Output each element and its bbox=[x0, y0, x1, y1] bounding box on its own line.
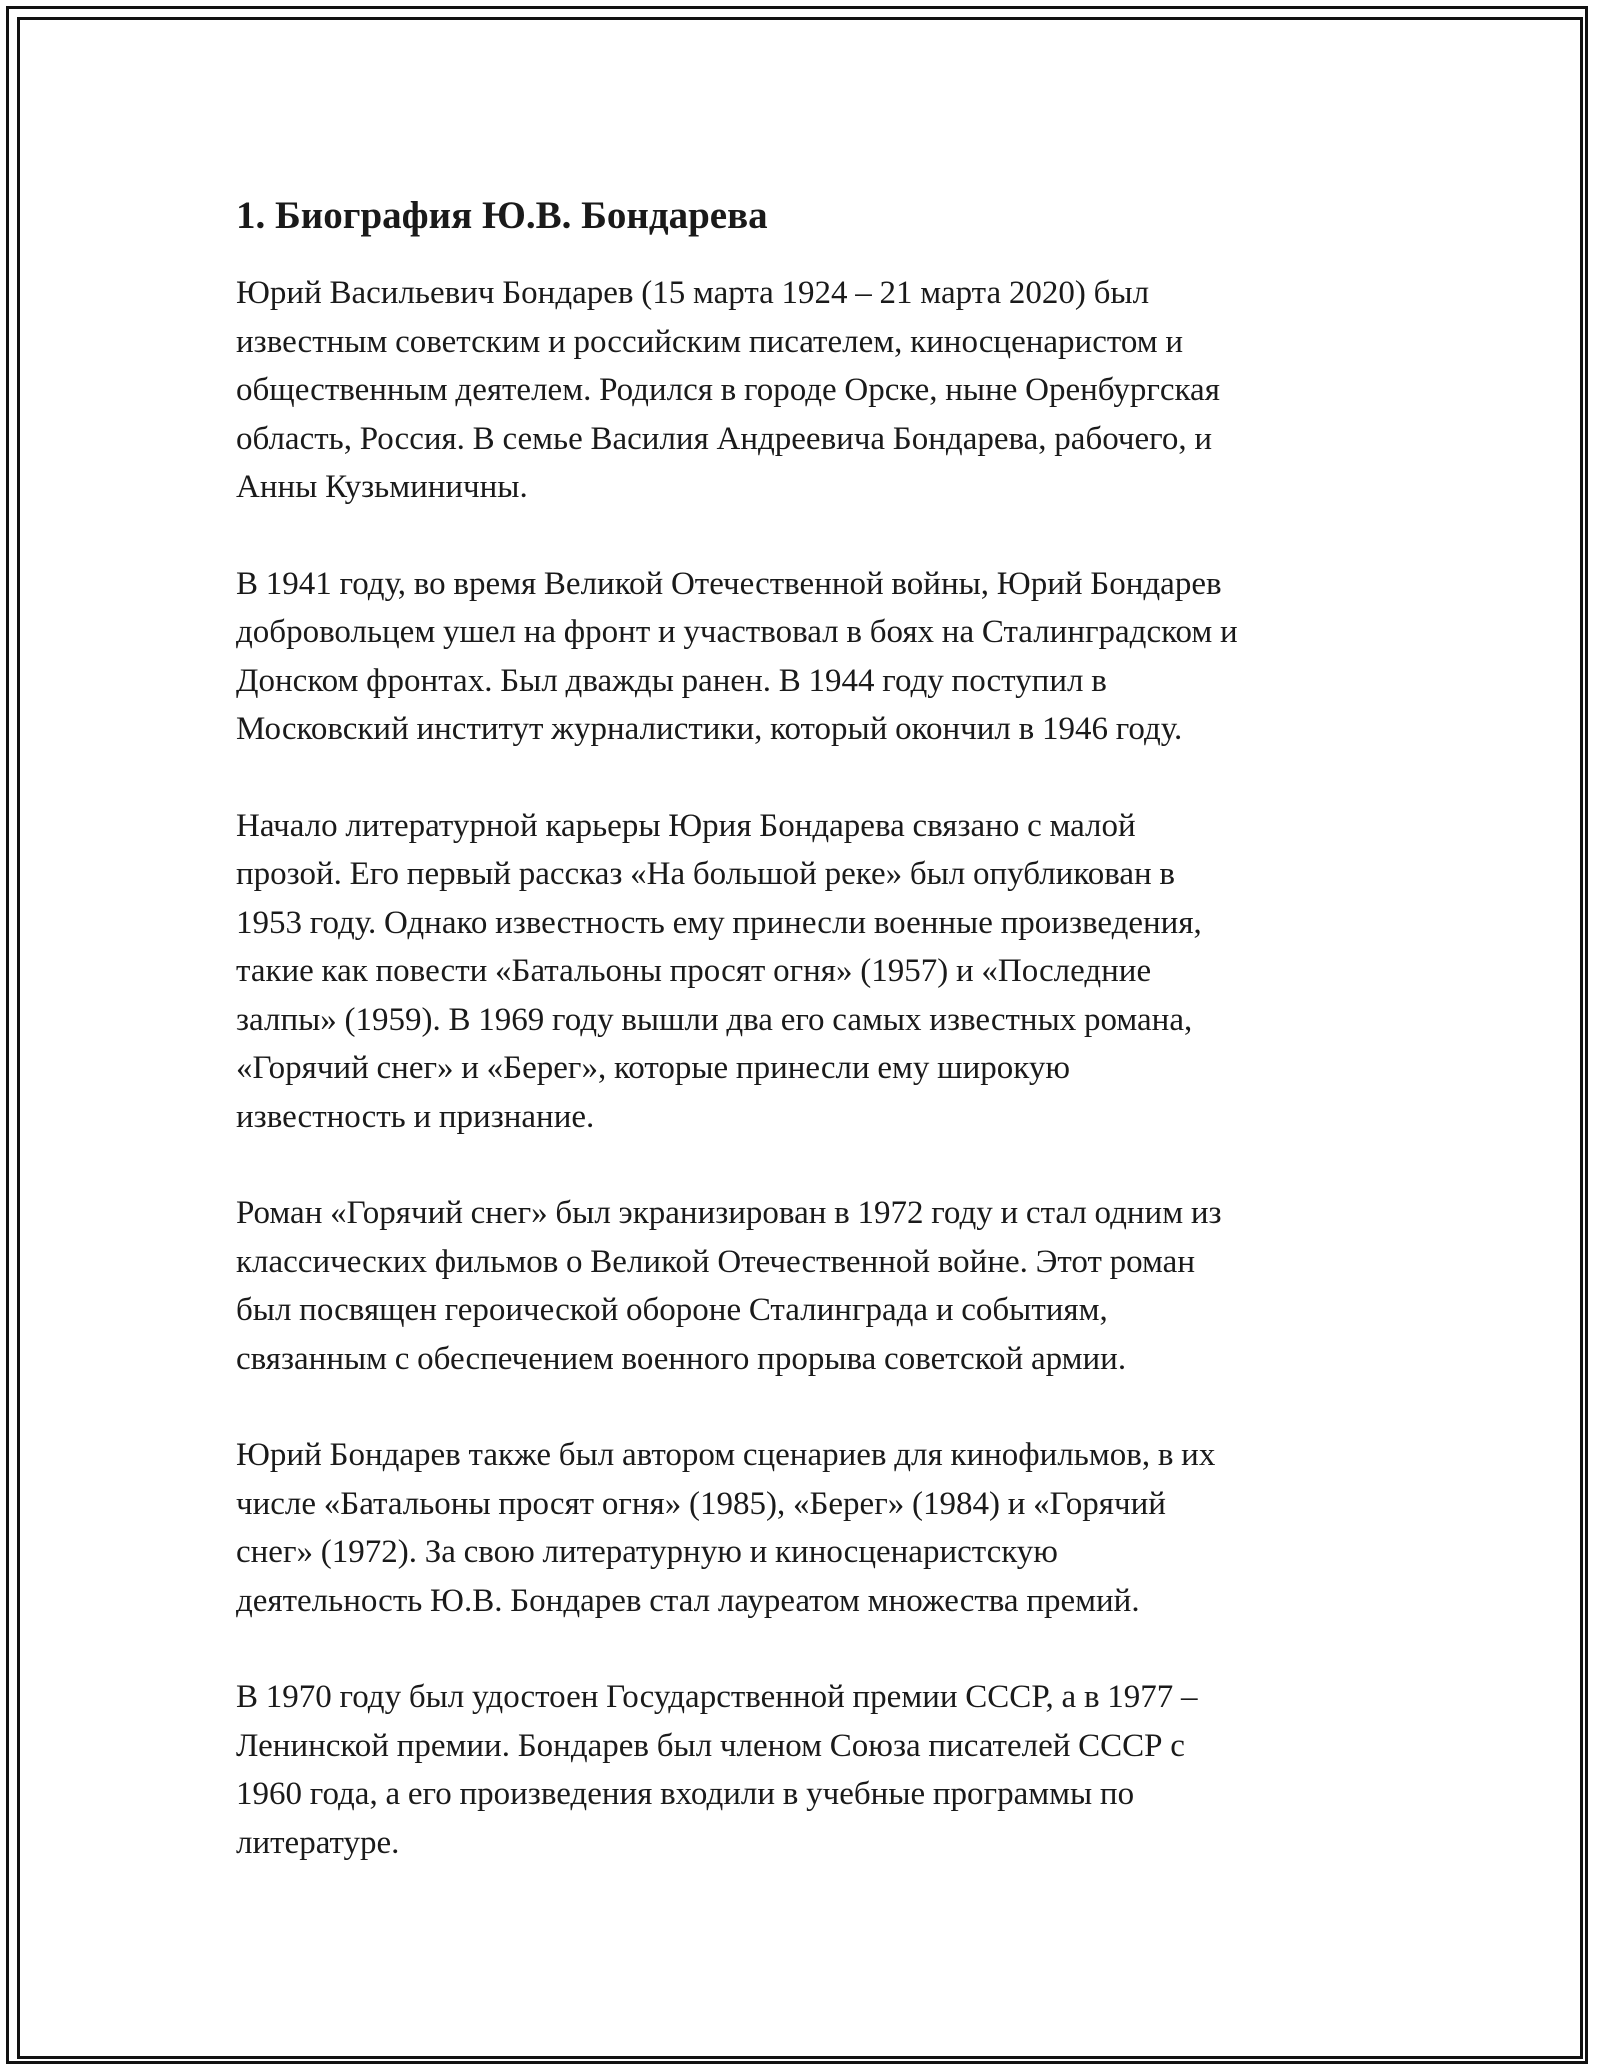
text-line: Донском фронтах. Был дважды ранен. В 1944 году поступил в bbox=[236, 662, 1107, 699]
section-heading: 1. Биография Ю.В. Бондарева bbox=[236, 194, 768, 237]
text-line: область, Россия. В семье Василия Андреевича Бондарева, рабочего, и bbox=[236, 420, 1212, 457]
text-line: деятельность Ю.В. Бондарев стал лауреатом множества премий. bbox=[236, 1582, 1140, 1619]
text-line: Московский институт журналистики, который окончил в 1946 году. bbox=[236, 711, 1183, 747]
text-line: прозой. Его первый рассказ «На большой реке» был опубликован в bbox=[236, 856, 1175, 892]
text-line: такие как повести «Батальоны просят огня» (1957) и «Последние bbox=[236, 953, 1152, 989]
text-line: Юрий Васильевич Бондарев (15 марта 1924 – 21 марта 2020) был bbox=[236, 275, 1150, 311]
text-line: Юрий Бондарев также был автором сценариев для кинофильмов, в их bbox=[236, 1437, 1216, 1473]
text-line: В 1941 году, во время Великой Отечественной войны, Юрий Бондарев bbox=[236, 565, 1222, 602]
text-line: известным советским и российским писателем, киносценаристом и bbox=[236, 323, 1184, 360]
paragraph-hot-snow bbox=[236, 1189, 1396, 1383]
text-line: числе «Батальоны просят огня» (1985), «Берег» (1984) и «Горячий bbox=[236, 1485, 1166, 1522]
text-line: связанным с обеспечением военного прорыва советской армии. bbox=[236, 1340, 1127, 1377]
paragraph-screenplays bbox=[236, 1431, 1396, 1625]
text-line: снег» (1972). За свою литературную и киносценаристскую bbox=[236, 1534, 1058, 1570]
text-line: общественным деятелем. Родился в городе Орске, ныне Оренбургская bbox=[236, 372, 1220, 408]
text-line: классических фильмов о Великой Отечественной войне. Этот роман bbox=[236, 1243, 1195, 1280]
text-line: «Горячий снег» и «Берег», которые принесли ему широкую bbox=[236, 1050, 1070, 1086]
text-line: был посвящен героической обороне Сталинграда и событиям, bbox=[236, 1292, 1108, 1328]
text-line: Анны Кузьминичны. bbox=[236, 469, 528, 505]
text-line: Ленинской премии. Бондарев был членом Союза писателей СССР с bbox=[236, 1727, 1185, 1764]
text-line: известность и признание. bbox=[236, 1098, 595, 1135]
text-line: В 1970 году был удостоен Государственной премии СССР, а в 1977 – bbox=[236, 1679, 1198, 1715]
paragraph-awards bbox=[236, 1673, 1396, 1867]
paragraph-birth bbox=[236, 269, 1396, 512]
text-line: литературе. bbox=[236, 1824, 400, 1861]
text-line: 1953 году. Однако известность ему принесли военные произведения, bbox=[236, 904, 1202, 941]
text-line: добровольцем ушел на фронт и участвовал в боях на Сталинградском и bbox=[236, 614, 1238, 650]
paragraph-career bbox=[236, 802, 1396, 1142]
text-line: Начало литературной карьеры Юрия Бондарева связано с малой bbox=[236, 807, 1136, 844]
text-line: Роман «Горячий снег» был экранизирован в 1972 году и стал одним из bbox=[236, 1195, 1222, 1231]
paragraph-war bbox=[236, 560, 1396, 754]
text-line: залпы» (1959). В 1969 году вышли два его самых известных романа, bbox=[236, 1001, 1193, 1038]
text-line: 1960 года, а его произведения входили в учебные программы по bbox=[236, 1776, 1135, 1812]
document-body bbox=[236, 186, 1396, 1915]
